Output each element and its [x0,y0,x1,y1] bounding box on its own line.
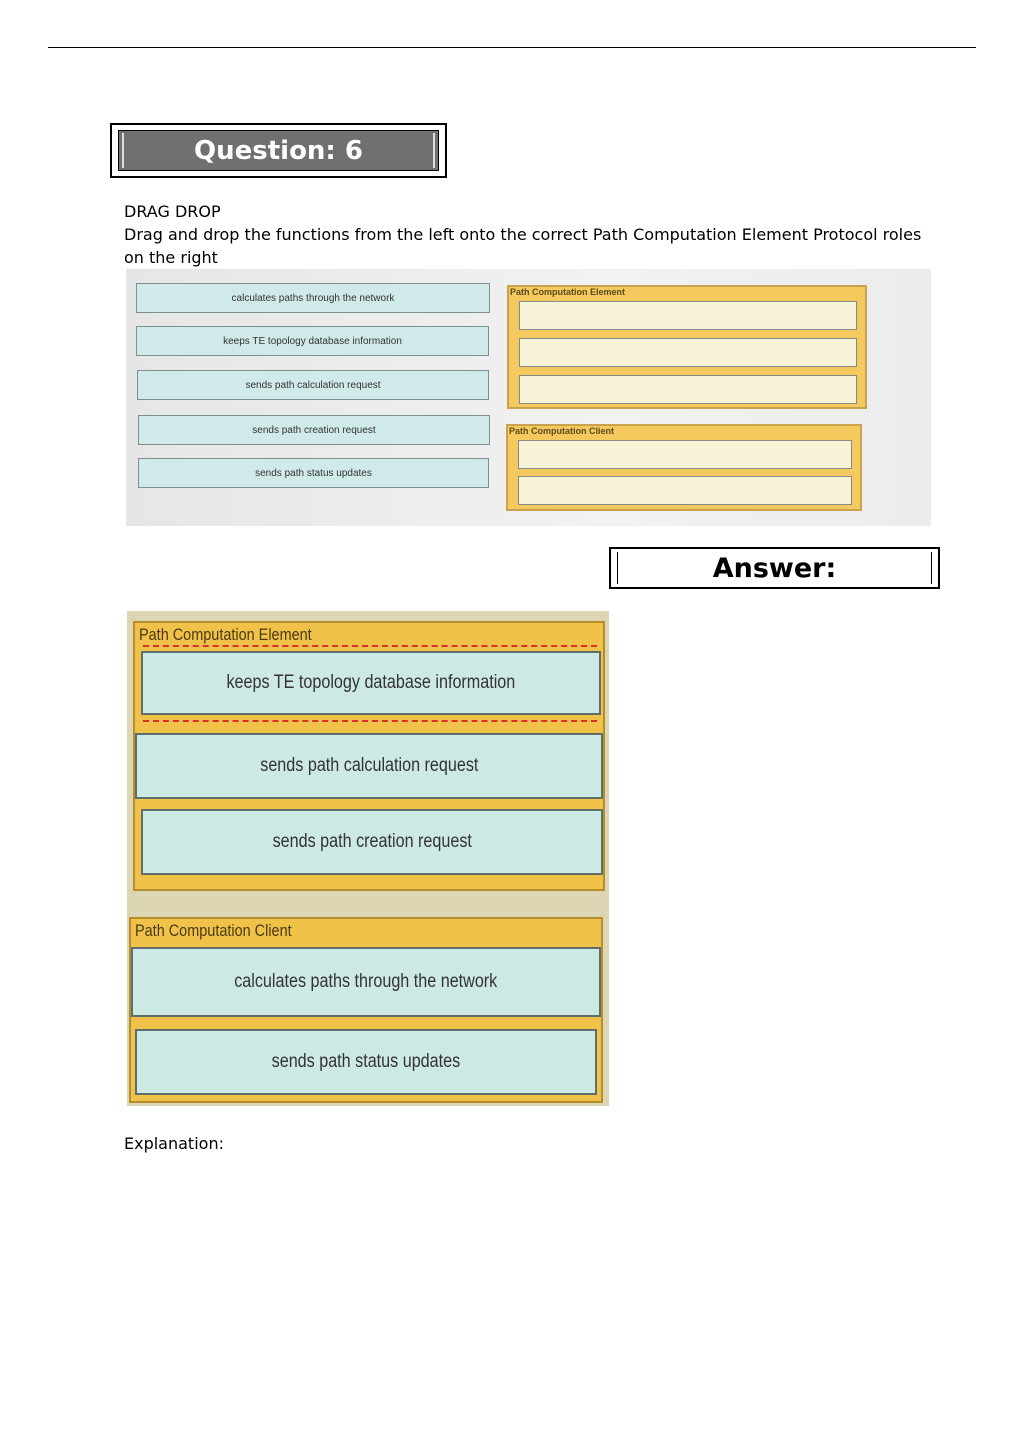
draggable-function[interactable]: calculates paths through the network [136,283,490,313]
draggable-function[interactable]: sends path creation request [138,415,490,445]
answer-pcc-group [129,917,603,1103]
drop-slot[interactable] [519,375,857,404]
drop-slot[interactable] [519,338,857,367]
dashed-line [143,645,597,647]
question-type: DRAG DROP [124,202,221,221]
question-header-inner [118,130,439,171]
answer-group-title: Path Computation Client [135,921,292,940]
drop-slot[interactable] [519,301,857,330]
question-prompt-line2: on the right [124,248,218,267]
role-pce-dropzone[interactable] [507,285,867,409]
dashed-line [143,720,597,722]
answer-item: sends path status updates [135,1029,597,1095]
draggable-function[interactable]: sends path calculation request [137,370,489,400]
question-prompt-line1: Drag and drop the functions from the left onto the correct Path Computation Element Protocol roles [124,225,922,244]
answer-pce-group [133,621,605,891]
answer-image [127,611,609,1106]
draggable-function[interactable]: keeps TE topology database information [136,326,489,356]
drop-slot[interactable] [518,476,852,505]
answer-item: keeps TE topology database information [141,651,601,715]
draggable-function[interactable]: sends path status updates [138,458,489,488]
role-pcc-dropzone[interactable] [506,424,862,511]
explanation-label: Explanation: [124,1134,224,1153]
answer-item: sends path calculation request [135,733,603,799]
question-header [110,123,447,178]
question-title: Question: 6 [194,135,363,166]
header-rule [48,47,976,48]
answer-header [609,547,940,589]
role-title: Path Computation Client [509,426,614,436]
answer-group-title: Path Computation Element [139,625,312,644]
answer-item: calculates paths through the network [131,947,601,1017]
drop-slot[interactable] [518,440,852,469]
role-title: Path Computation Element [510,287,626,297]
answer-item: sends path creation request [141,809,603,875]
answer-title: Answer: [712,552,837,584]
question-image [126,269,931,526]
